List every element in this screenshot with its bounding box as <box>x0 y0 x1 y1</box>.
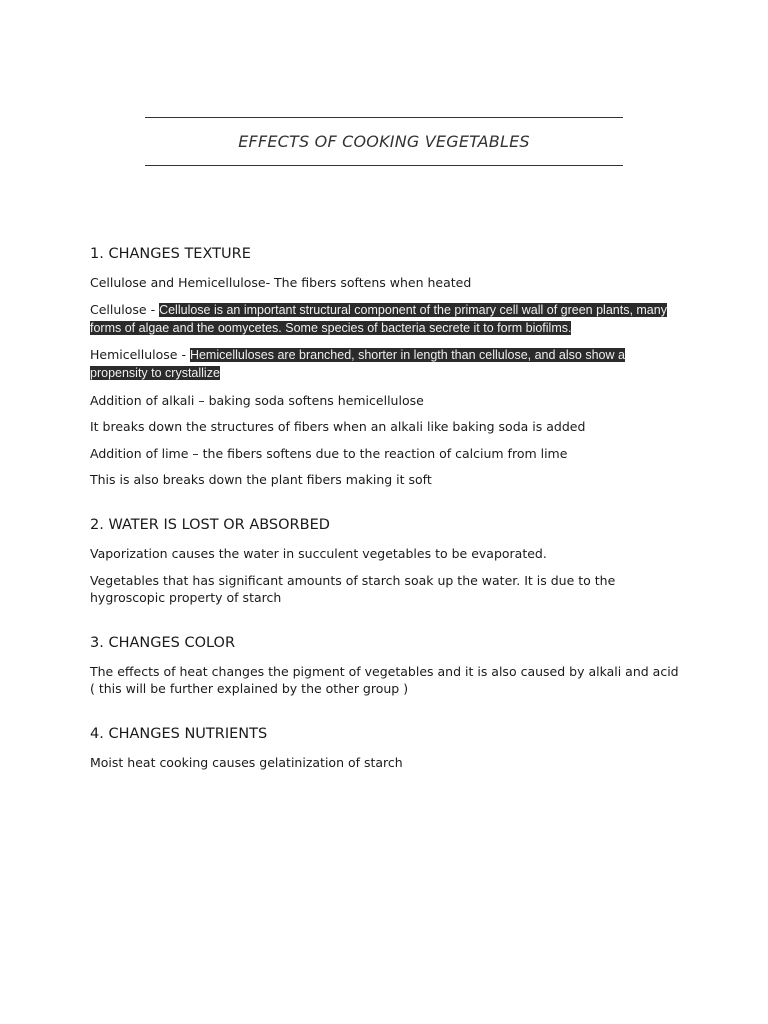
section-heading: 1. CHANGES TEXTURE <box>90 246 251 262</box>
section-water <box>90 515 680 606</box>
highlighted-text[interactable]: Cellulose is an important structural component of the primary cell wall of green plants, many forms of algae and the oomycetes. Some species of bacteria secrete it to form biofilms. <box>90 302 667 335</box>
section-changes-nutrients <box>90 724 680 771</box>
title-block <box>145 117 623 166</box>
paragraph: Addition of lime – the fibers softens due to the reaction of calcium from lime <box>90 445 568 461</box>
section-changes-color <box>90 633 680 697</box>
paragraph: The effects of heat changes the pigment of vegetables and it is also caused by alkali and acid ( this will be further explained by the other group ) <box>90 663 679 696</box>
paragraph: It breaks down the structures of fibers when an alkali like baking soda is added <box>90 419 586 434</box>
section-heading: 3. CHANGES COLOR <box>90 634 236 651</box>
document-body <box>90 244 680 780</box>
paragraph: Vegetables that has significant amounts of starch soak up the water. It is due to the hygroscopic property of starch <box>90 572 616 605</box>
page-title: EFFECTS OF COOKING VEGETABLES <box>238 132 530 151</box>
section-heading: 4. CHANGES NUTRIENTS <box>90 725 268 742</box>
term-label: Cellulose - <box>90 301 160 317</box>
paragraph: Addition of alkali – baking soda softens hemicellulose <box>90 392 424 408</box>
paragraph: This is also breaks down the plant fibers making it soft <box>90 472 432 487</box>
section-changes-texture <box>90 244 680 488</box>
paragraph: Moist heat cooking causes gelatinization of starch <box>90 754 403 770</box>
paragraph-hemicellulose <box>90 346 680 382</box>
paragraph-cellulose <box>90 301 680 337</box>
section-heading: 2. WATER IS LOST OR ABSORBED <box>90 517 330 533</box>
paragraph: Vaporization causes the water in succulent vegetables to be evaporated. <box>90 546 547 561</box>
highlighted-text[interactable]: Hemicelluloses are branched, shorter in length than cellulose, and also show a propensity to crystallize <box>90 348 625 380</box>
term-label: Hemicellulose - <box>90 347 190 362</box>
paragraph: Cellulose and Hemicellulose- The fibers softens when heated <box>90 275 472 290</box>
